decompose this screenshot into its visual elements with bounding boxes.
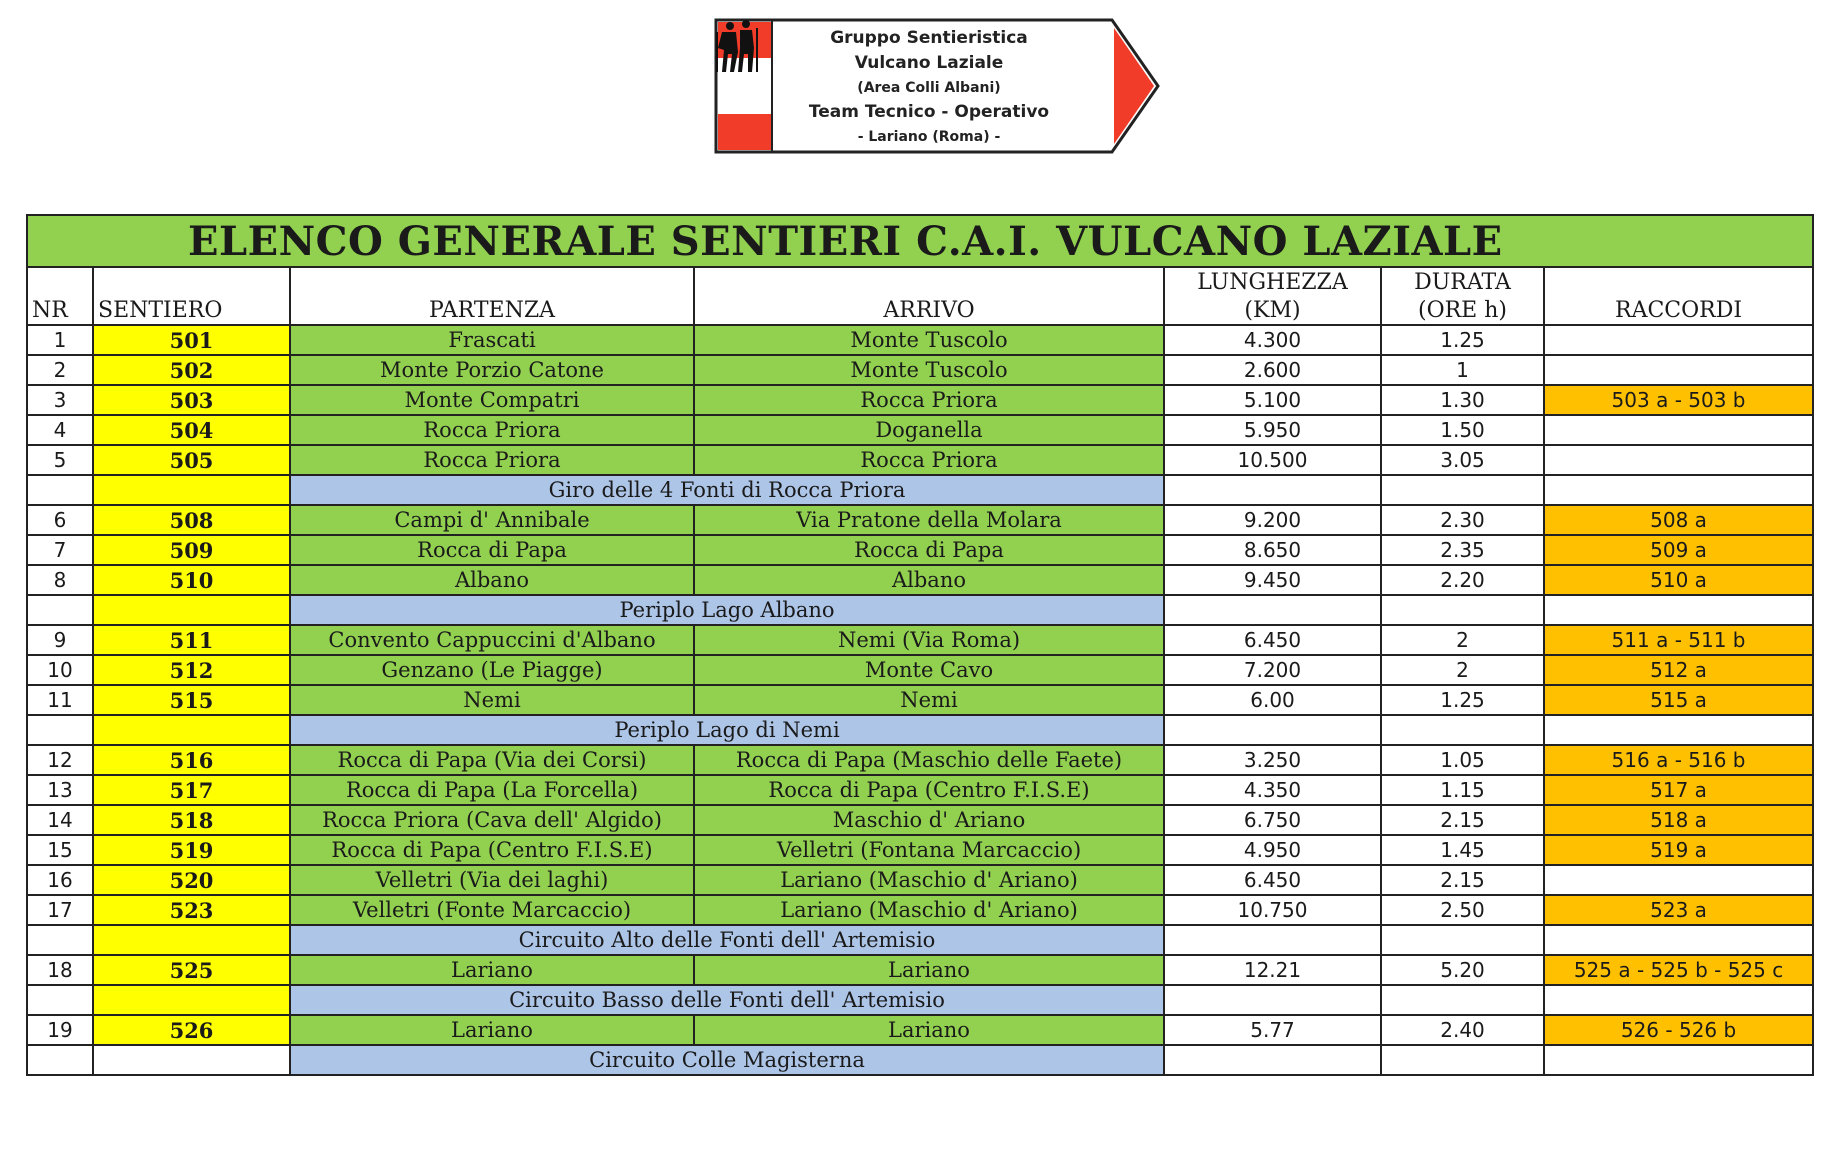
start-point: Rocca Priora: [290, 415, 694, 445]
trail-code: 519: [93, 835, 290, 865]
sign-line-3: (Area Colli Albani): [857, 80, 1001, 96]
row-number-empty: [27, 475, 93, 505]
end-point: Via Pratone della Molara: [694, 505, 1164, 535]
route-note: Circuito Alto delle Fonti dell' Artemisio: [290, 925, 1164, 955]
trail-row: [27, 745, 1813, 775]
header-sentiero: SENTIERO: [93, 296, 290, 325]
trail-code: 525: [93, 955, 290, 985]
red-stripe-bottom: [718, 114, 772, 150]
row-number-empty: [27, 985, 93, 1015]
row-number-empty: [27, 925, 93, 955]
duration-hours: 1.50: [1381, 415, 1544, 445]
header-ore-unit: (ORE h): [1381, 296, 1544, 325]
header-lunghezza: LUNGHEZZA: [1164, 267, 1381, 296]
trail-row: [27, 535, 1813, 565]
trail-code: 526: [93, 1015, 290, 1045]
duration-hours: 1.15: [1381, 775, 1544, 805]
route-note: Giro delle 4 Fonti di Rocca Priora: [290, 475, 1164, 505]
start-point: Velletri (Via dei laghi): [290, 865, 694, 895]
connections-empty: [1544, 925, 1813, 955]
trail-sign-logo: [714, 18, 1160, 154]
trail-code-empty: [93, 985, 290, 1015]
trail-code-empty: [93, 925, 290, 955]
length-km-empty: [1164, 925, 1381, 955]
length-km: 3.250: [1164, 745, 1381, 775]
route-note-row: [27, 1045, 1813, 1075]
connections-empty: [1544, 715, 1813, 745]
length-km: 5.100: [1164, 385, 1381, 415]
row-number: 18: [27, 955, 93, 985]
trail-code: 523: [93, 895, 290, 925]
trail-row: [27, 805, 1813, 835]
connections: [1544, 325, 1813, 355]
duration-hours: 2: [1381, 655, 1544, 685]
trail-row: [27, 385, 1813, 415]
start-point: Convento Cappuccini d'Albano: [290, 625, 694, 655]
trail-code: 517: [93, 775, 290, 805]
row-number: 2: [27, 355, 93, 385]
connections: 516 a - 516 b: [1544, 745, 1813, 775]
sign-line-1: Gruppo Sentieristica: [830, 28, 1028, 48]
length-km: 12.21: [1164, 955, 1381, 985]
trail-code: 502: [93, 355, 290, 385]
start-point: Rocca di Papa (La Forcella): [290, 775, 694, 805]
end-point: Maschio d' Ariano: [694, 805, 1164, 835]
connections: 511 a - 511 b: [1544, 625, 1813, 655]
end-point: Rocca di Papa (Centro F.I.S.E): [694, 775, 1164, 805]
duration-hours: 3.05: [1381, 445, 1544, 475]
length-km: 6.00: [1164, 685, 1381, 715]
end-point: Velletri (Fontana Marcaccio): [694, 835, 1164, 865]
trail-row: [27, 835, 1813, 865]
header-row-lower: [27, 296, 1813, 325]
row-number: 6: [27, 505, 93, 535]
trail-code-empty: [93, 715, 290, 745]
start-point: Rocca Priora (Cava dell' Algido): [290, 805, 694, 835]
start-point: Genzano (Le Piagge): [290, 655, 694, 685]
length-km: 4.300: [1164, 325, 1381, 355]
connections: 523 a: [1544, 895, 1813, 925]
trail-code: 516: [93, 745, 290, 775]
start-point: Nemi: [290, 685, 694, 715]
duration-hours-empty: [1381, 475, 1544, 505]
duration-hours: 2.40: [1381, 1015, 1544, 1045]
length-km: 2.600: [1164, 355, 1381, 385]
length-km: 6.450: [1164, 625, 1381, 655]
connections: [1544, 415, 1813, 445]
connections: 508 a: [1544, 505, 1813, 535]
length-km: 7.200: [1164, 655, 1381, 685]
end-point: Lariano (Maschio d' Ariano): [694, 865, 1164, 895]
connections: [1544, 355, 1813, 385]
end-point: Albano: [694, 565, 1164, 595]
start-point: Velletri (Fonte Marcaccio): [290, 895, 694, 925]
trail-code: 508: [93, 505, 290, 535]
connections-empty: [1544, 985, 1813, 1015]
length-km: 9.450: [1164, 565, 1381, 595]
route-note-row: [27, 985, 1813, 1015]
trail-code: 520: [93, 865, 290, 895]
trail-list-table: [26, 214, 1814, 1076]
duration-hours: 1.05: [1381, 745, 1544, 775]
row-number-empty: [27, 1045, 93, 1075]
header-row-upper: [27, 267, 1813, 296]
route-note-row: [27, 475, 1813, 505]
length-km: 4.350: [1164, 775, 1381, 805]
connections-empty: [1544, 475, 1813, 505]
trail-code: 509: [93, 535, 290, 565]
duration-hours: 2.30: [1381, 505, 1544, 535]
trail-code: 518: [93, 805, 290, 835]
trail-row: [27, 685, 1813, 715]
end-point: Monte Tuscolo: [694, 355, 1164, 385]
length-km: 6.750: [1164, 805, 1381, 835]
connections: 510 a: [1544, 565, 1813, 595]
trail-code: 505: [93, 445, 290, 475]
trail-code: 501: [93, 325, 290, 355]
length-km-empty: [1164, 1045, 1381, 1075]
connections: 526 - 526 b: [1544, 1015, 1813, 1045]
length-km-empty: [1164, 715, 1381, 745]
trail-code-empty: [93, 595, 290, 625]
end-point: Doganella: [694, 415, 1164, 445]
route-note: Circuito Colle Magisterna: [290, 1045, 1164, 1075]
connections: 517 a: [1544, 775, 1813, 805]
length-km: 10.750: [1164, 895, 1381, 925]
row-number: 3: [27, 385, 93, 415]
start-point: Rocca di Papa (Centro F.I.S.E): [290, 835, 694, 865]
connections: [1544, 865, 1813, 895]
length-km-empty: [1164, 985, 1381, 1015]
route-note-row: [27, 925, 1813, 955]
start-point: Rocca Priora: [290, 445, 694, 475]
connections: 512 a: [1544, 655, 1813, 685]
length-km-empty: [1164, 595, 1381, 625]
end-point: Rocca Priora: [694, 445, 1164, 475]
end-point: Nemi: [694, 685, 1164, 715]
length-km: 9.200: [1164, 505, 1381, 535]
start-point: Rocca di Papa (Via dei Corsi): [290, 745, 694, 775]
sign-line-2: Vulcano Laziale: [854, 53, 1004, 73]
length-km: 6.450: [1164, 865, 1381, 895]
duration-hours-empty: [1381, 925, 1544, 955]
row-number: 4: [27, 415, 93, 445]
row-number: 16: [27, 865, 93, 895]
trail-row: [27, 445, 1813, 475]
end-point: Lariano: [694, 1015, 1164, 1045]
connections: 503 a - 503 b: [1544, 385, 1813, 415]
trail-row: [27, 325, 1813, 355]
end-point: Rocca di Papa (Maschio delle Faete): [694, 745, 1164, 775]
end-point: Nemi (Via Roma): [694, 625, 1164, 655]
row-number: 19: [27, 1015, 93, 1045]
duration-hours: 2.15: [1381, 865, 1544, 895]
connections-empty: [1544, 1045, 1813, 1075]
end-point: Lariano (Maschio d' Ariano): [694, 895, 1164, 925]
trail-row: [27, 355, 1813, 385]
start-point: Lariano: [290, 955, 694, 985]
duration-hours: 2.50: [1381, 895, 1544, 925]
header-nr: NR: [27, 296, 93, 325]
duration-hours: 2: [1381, 625, 1544, 655]
row-number: 11: [27, 685, 93, 715]
row-number: 14: [27, 805, 93, 835]
header-durata: DURATA: [1381, 267, 1544, 296]
trail-row: [27, 625, 1813, 655]
trail-code-empty: [93, 475, 290, 505]
trail-row: [27, 865, 1813, 895]
end-point: Rocca Priora: [694, 385, 1164, 415]
duration-hours: 1.25: [1381, 325, 1544, 355]
length-km: 10.500: [1164, 445, 1381, 475]
connections: [1544, 445, 1813, 475]
connections: 518 a: [1544, 805, 1813, 835]
route-note-row: [27, 595, 1813, 625]
start-point: Monte Porzio Catone: [290, 355, 694, 385]
row-number: 13: [27, 775, 93, 805]
row-number: 9: [27, 625, 93, 655]
end-point: Monte Cavo: [694, 655, 1164, 685]
trail-code: 511: [93, 625, 290, 655]
length-km: 4.950: [1164, 835, 1381, 865]
start-point: Frascati: [290, 325, 694, 355]
table-title-row: [27, 215, 1813, 267]
row-number: 10: [27, 655, 93, 685]
trail-row: [27, 955, 1813, 985]
row-number: 17: [27, 895, 93, 925]
hikers-icon: [714, 18, 764, 74]
end-point: Lariano: [694, 955, 1164, 985]
trail-row: [27, 565, 1813, 595]
duration-hours-empty: [1381, 1045, 1544, 1075]
trail-code: 512: [93, 655, 290, 685]
duration-hours-empty: [1381, 985, 1544, 1015]
duration-hours: 2.15: [1381, 805, 1544, 835]
length-km: 8.650: [1164, 535, 1381, 565]
trail-code: 510: [93, 565, 290, 595]
trail-row: [27, 415, 1813, 445]
header-raccordi: RACCORDI: [1544, 296, 1813, 325]
row-number: 7: [27, 535, 93, 565]
length-km-empty: [1164, 475, 1381, 505]
row-number: 5: [27, 445, 93, 475]
connections: 509 a: [1544, 535, 1813, 565]
table-title: ELENCO GENERALE SENTIERI C.A.I. VULCANO LAZIALE: [27, 215, 1813, 267]
duration-hours: 1: [1381, 355, 1544, 385]
connections-empty: [1544, 595, 1813, 625]
trail-row: [27, 1015, 1813, 1045]
trail-row: [27, 895, 1813, 925]
trail-row: [27, 655, 1813, 685]
row-number: 8: [27, 565, 93, 595]
duration-hours-empty: [1381, 715, 1544, 745]
length-km: 5.77: [1164, 1015, 1381, 1045]
duration-hours: 1.30: [1381, 385, 1544, 415]
row-number-empty: [27, 595, 93, 625]
row-number: 12: [27, 745, 93, 775]
connections: 515 a: [1544, 685, 1813, 715]
route-note: Circuito Basso delle Fonti dell' Artemisio: [290, 985, 1164, 1015]
length-km: 5.950: [1164, 415, 1381, 445]
header-km-unit: (KM): [1164, 296, 1381, 325]
row-number: 1: [27, 325, 93, 355]
end-point: Monte Tuscolo: [694, 325, 1164, 355]
header-partenza: PARTENZA: [290, 296, 694, 325]
trail-row: [27, 775, 1813, 805]
trail-code-empty: [93, 1045, 290, 1075]
sign-line-5: - Lariano (Roma) -: [857, 129, 1001, 145]
start-point: Campi d' Annibale: [290, 505, 694, 535]
duration-hours: 1.25: [1381, 685, 1544, 715]
trail-code: 515: [93, 685, 290, 715]
sign-text-block: [774, 26, 1084, 149]
trail-row: [27, 505, 1813, 535]
connections: 525 a - 525 b - 525 c: [1544, 955, 1813, 985]
start-point: Monte Compatri: [290, 385, 694, 415]
route-note-row: [27, 715, 1813, 745]
start-point: Albano: [290, 565, 694, 595]
duration-hours-empty: [1381, 595, 1544, 625]
duration-hours: 2.35: [1381, 535, 1544, 565]
duration-hours: 5.20: [1381, 955, 1544, 985]
trail-code: 503: [93, 385, 290, 415]
red-arrow-tip: [1114, 28, 1154, 144]
header-arrivo: ARRIVO: [694, 296, 1164, 325]
duration-hours: 2.20: [1381, 565, 1544, 595]
start-point: Rocca di Papa: [290, 535, 694, 565]
row-number: 15: [27, 835, 93, 865]
route-note: Periplo Lago Albano: [290, 595, 1164, 625]
connections: 519 a: [1544, 835, 1813, 865]
sign-line-4: Team Tecnico - Operativo: [808, 102, 1050, 122]
route-note: Periplo Lago di Nemi: [290, 715, 1164, 745]
end-point: Rocca di Papa: [694, 535, 1164, 565]
duration-hours: 1.45: [1381, 835, 1544, 865]
trail-code: 504: [93, 415, 290, 445]
start-point: Lariano: [290, 1015, 694, 1045]
row-number-empty: [27, 715, 93, 745]
